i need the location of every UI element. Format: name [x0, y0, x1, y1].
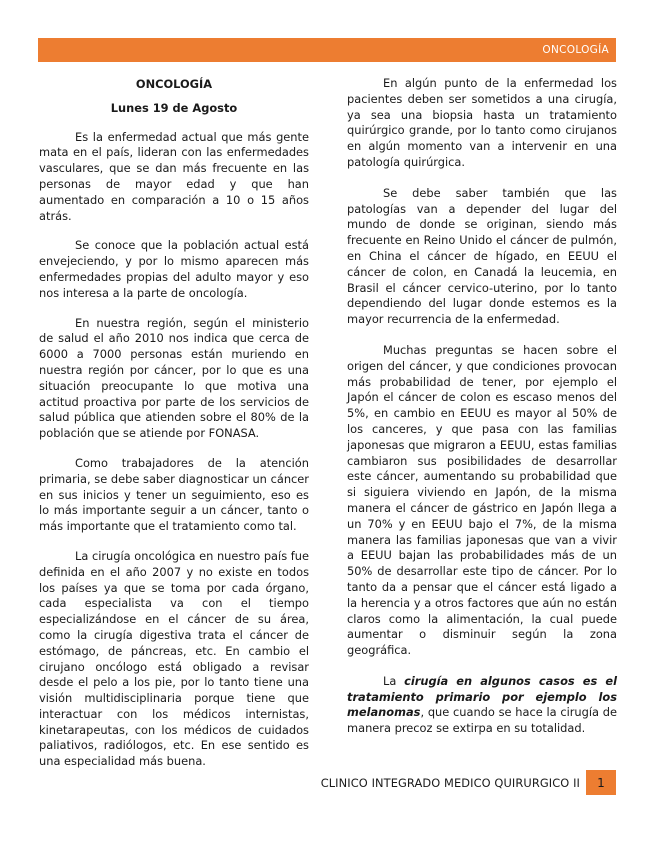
- paragraph: La cirugía oncológica en nuestro país fue definida en el año 2007 y no existe en todos los países ya que se toma por cada órgano, cada especialista va con el tiempo especializándose en el cáncer de su área, como la cirugía digestiva trata el cáncer de estómago, de páncreas, etc. En cambio el cirujano oncólogo está obligado a revisar desde el pelo a los pie, por lo tanto tiene una visión multidisciplinaria porque tiene que interactuar con los médicos internistas, kinetarapeutas, con los médicos de cuidados paliativos, radiólogos, etc. En ese sentido es una especialidad más buena.: [39, 548, 309, 769]
- page-number: 1: [586, 770, 616, 795]
- final-paragraph: [347, 674, 617, 737]
- final-paragraph-post: , que cuando se hace la cirugía de manera precoz se extirpa en su totalidad.: [347, 705, 617, 736]
- article-date: Lunes 19 de Agosto: [110, 100, 238, 115]
- paragraph: En nuestra región, según el ministerio de salud el año 2010 nos indica que cerca de 6000 a 7000 personas están muriendo en nuestra región por cáncer, por lo que es una situación preocupante lo que motiva una actitud proactiva por parte de los servicios de salud pública que atienden sobre el 80% de la población que se atiende por FONASA.: [39, 315, 309, 441]
- footer: [0, 770, 616, 795]
- article-title: ONCOLOGÍA: [135, 77, 213, 91]
- paragraph: Se conoce que la población actual está envejeciendo, y por lo mismo aparecen más enfermedades propias del adulto mayor y eso nos interesa a la parte de oncología.: [39, 238, 309, 300]
- final-paragraph-pre: La: [383, 673, 405, 688]
- paragraph: Como trabajadores de la atención primaria, se debe saber diagnosticar un cáncer en sus inicios y tener un seguimiento, eso es lo más importante seguir a un cáncer, tanto o más importante que el tratamiento como tal.: [39, 455, 309, 534]
- paragraph: Muchas preguntas se hacen sobre el origen del cáncer, y que condiciones provocan más probabilidad de tener, por ejemplo el Japón el cáncer de colon es escaso menos del 5%, en cambio en EEUU es mayor al 50% de los canceres, y que pasa con las familias japonesas que migraron a EEUU, estas familias cambiaron sus posibilidades de desarrollar este cáncer, aumentando su probabilidad que si siguiera viviendo en Japón, de la misma manera el cáncer de gástrico en Japón llega a un 70% y en EEUU bajo el 7%, de la misma manera las familias japonesas que van a vivir a EEUU bajan las probabilidades más de un 50% de desarrollar este tipo de cáncer. Por lo tanto da a pensar que el cáncer está ligado a la herencia y a otros factores que aún no están claros como la alimentación, la cual puede aumentar o disminuir según la zona geográfica.: [347, 342, 617, 658]
- left-column: [39, 76, 309, 784]
- header-label: ONCOLOGÍA: [542, 44, 609, 56]
- footer-label: CLINICO INTEGRADO MEDICO QUIRURGICO II: [320, 775, 580, 790]
- header-bar: [38, 38, 616, 62]
- emphasis-text: cirugía en algunos casos es el tratamiento primario por ejemplo los melanomas: [347, 673, 617, 720]
- paragraph: Es la enfermedad actual que más gente mata en el país, lideran con las enfermedades vasculares, que se dan más frecuente en las personas de mayor edad y que han aumentado en comparación a 10 o 15 años atrás.: [39, 129, 309, 223]
- right-column: [347, 76, 617, 752]
- paragraph: En algún punto de la enfermedad los pacientes deben ser sometidos a una cirugía, ya sea una biopsia hasta un tratamiento quirúrgico grande, por lo tanto como cirujanos en algún momento van a intervenir en una patología quirúrgica.: [347, 76, 617, 169]
- paragraph: Se debe saber también que las patologías van a depender del lugar del mundo de donde se originan, siendo más frecuente en Reino Unido el cáncer de pulmón, en China el cáncer de hígado, en EEUU el cáncer de colon, en Canadá la leucemia, en Brasil el cáncer cervico-uterino, por lo tanto dependiendo del lugar donde estemos es la mayor recurrencia de la enfermedad.: [347, 185, 617, 327]
